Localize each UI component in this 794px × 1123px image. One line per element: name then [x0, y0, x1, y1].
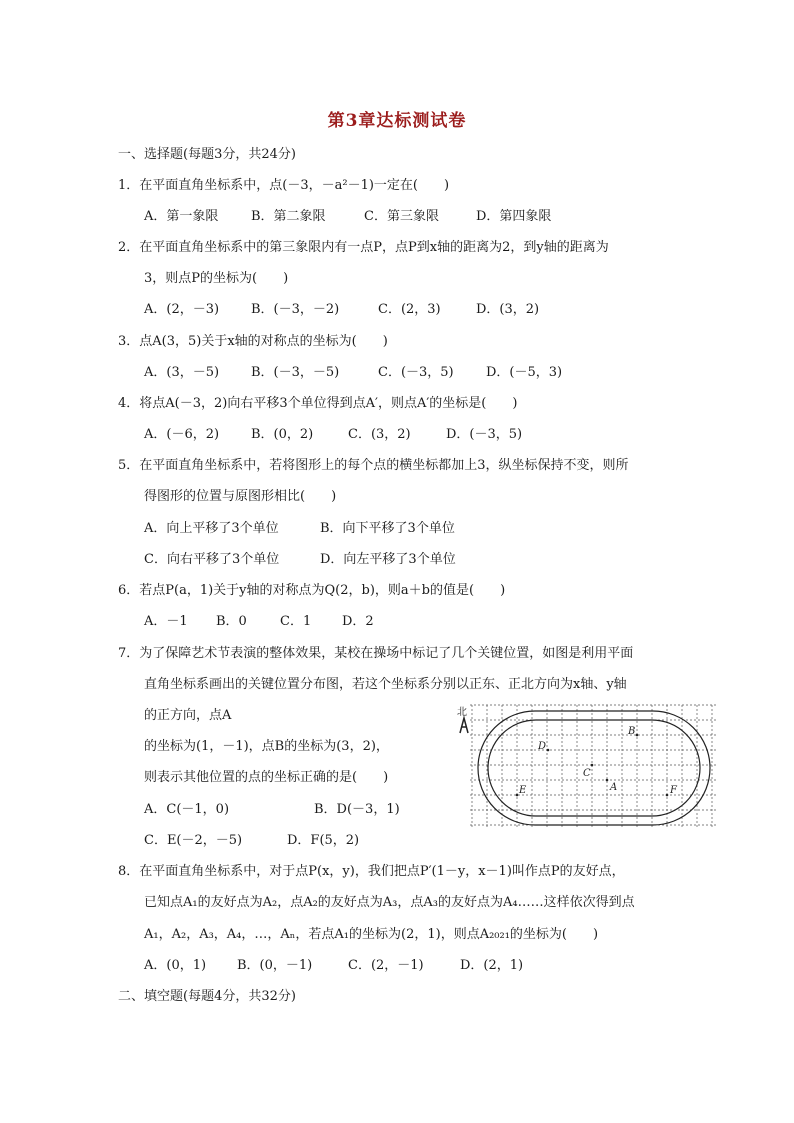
point-a-dot: [606, 779, 609, 782]
question-8-option-a: A．(0，1): [144, 958, 207, 973]
question-5-option-d: D．向左平移了3个单位: [320, 552, 456, 567]
question-5-option-c: C．向右平移了3个单位: [144, 552, 280, 567]
question-4-stem: 4．将点A(－3，2)向右平移3个单位得到点A′，则点A′的坐标是( ): [118, 396, 518, 411]
point-a-label: A: [610, 782, 618, 793]
question-2-option-d: D．(3，2): [476, 302, 540, 317]
point-e-label: E: [519, 785, 527, 796]
question-2-stem-line2: 3，则点P的坐标为( ): [144, 271, 289, 286]
question-6-stem: 6．若点P(a，1)关于y轴的对称点为Q(2，b)，则a＋b的值是( ): [118, 583, 506, 598]
question-4-option-a: A．(－6，2): [144, 427, 220, 442]
question-6-option-a: A．－1: [144, 614, 188, 629]
point-c-label: C: [583, 768, 591, 779]
question-1-option-b: B．第二象限: [251, 209, 326, 224]
question-7-stem-line3: 的正方向，点A: [144, 708, 232, 723]
question-1-stem: 1．在平面直角坐标系中，点(－3，－a²－1)一定在( ): [118, 178, 450, 193]
question-4-option-c: C．(3，2): [348, 427, 411, 442]
question-3-option-c: C．(－3，5): [378, 365, 454, 380]
track-inner: [488, 720, 700, 816]
question-2-option-c: C．(2，3): [378, 302, 441, 317]
point-e-dot: [516, 794, 519, 797]
question-7-option-c: C．E(－2，－5): [144, 833, 243, 848]
question-4-option-d: D．(－3，5): [446, 427, 523, 442]
position-distribution-figure: [457, 703, 716, 829]
track-outer: [478, 711, 710, 825]
section-heading-fill-in: 二、填空题(每题4分，共32分): [118, 989, 296, 1004]
point-b-label: B: [628, 726, 636, 737]
question-7-stem-line1: 7．为了保障艺术节表演的整体效果，某校在操场中标记了几个关键位置，如图是利用平面: [118, 646, 634, 661]
question-3-option-a: A．(3，－5): [144, 365, 220, 380]
question-5-stem-line2: 得图形的位置与原图形相比( ): [144, 489, 337, 504]
point-d-label: D: [538, 741, 547, 752]
question-6-option-c: C．1: [280, 614, 312, 629]
point-b-dot: [636, 734, 639, 737]
question-1-option-a: A．第一象限: [144, 209, 219, 224]
page-title: 第3章达标测试卷: [327, 111, 467, 131]
section-heading-choice: 一、选择题(每题3分，共24分): [118, 147, 296, 162]
point-d-dot: [547, 749, 550, 752]
question-3-option-d: D．(－5，3): [486, 365, 563, 380]
question-8-option-c: C．(2，－1): [348, 958, 424, 973]
question-8-stem-line2: 已知点A₁的友好点为A₂，点A₂的友好点为A₃，点A₃的友好点为A₄……这样依次得到点: [144, 895, 635, 910]
question-5-option-b: B．向下平移了3个单位: [320, 521, 455, 536]
question-7-option-a: A．C(－1，0): [144, 802, 230, 817]
question-2-option-a: A．(2，－3): [144, 302, 220, 317]
question-8-stem-line3: A₁，A₂，A₃，A₄，…，Aₙ，若点A₁的坐标为(2，1)，则点A₂₀₂₁的坐标为( ): [144, 927, 599, 942]
question-7-stem-line4: 的坐标为(1，－1)，点B的坐标为(3，2)，: [144, 739, 389, 754]
north-arrow-icon: [460, 718, 468, 733]
question-7-stem-line2: 直角坐标系画出的关键位置分布图，若这个坐标系分别以正东、正北方向为x轴、y轴: [144, 677, 627, 692]
question-3-option-b: B．(－3，－5): [251, 365, 340, 380]
north-label: 北: [457, 707, 467, 718]
question-4-option-b: B．(0，2): [251, 427, 314, 442]
question-6-option-b: B．0: [216, 614, 247, 629]
question-3-stem: 3．点A(3，5)关于x轴的对称点的坐标为( ): [118, 334, 388, 349]
question-7-option-d: D．F(5，2): [287, 833, 360, 848]
figure-grid: [470, 705, 716, 827]
question-2-stem-line1: 2．在平面直角坐标系中的第三象限内有一点P，点P到x轴的距离为2，到y轴的距离为: [118, 240, 609, 255]
question-1-option-d: D．第四象限: [476, 209, 552, 224]
question-8-option-b: B．(0，－1): [237, 958, 313, 973]
question-5-option-a: A．向上平移了3个单位: [144, 521, 279, 536]
point-c-dot: [591, 764, 594, 767]
question-8-option-d: D．(2，1): [460, 958, 524, 973]
question-7-stem-line5: 则表示其他位置的点的坐标正确的是( ): [144, 770, 389, 785]
point-f-label: F: [670, 785, 677, 796]
point-f-dot: [666, 794, 669, 797]
question-5-stem-line1: 5．在平面直角坐标系中，若将图形上的每个点的横坐标都加上3，纵坐标保持不变，则所: [118, 458, 629, 473]
question-8-stem-line1: 8．在平面直角坐标系中，对于点P(x，y)，我们把点P′(1－y，x－1)叫作点P的友好点，: [118, 864, 625, 879]
question-6-option-d: D．2: [342, 614, 374, 629]
question-2-option-b: B．(－3，－2): [251, 302, 340, 317]
question-7-option-b: B．D(－3，1): [314, 802, 400, 817]
question-1-option-c: C．第三象限: [364, 209, 439, 224]
